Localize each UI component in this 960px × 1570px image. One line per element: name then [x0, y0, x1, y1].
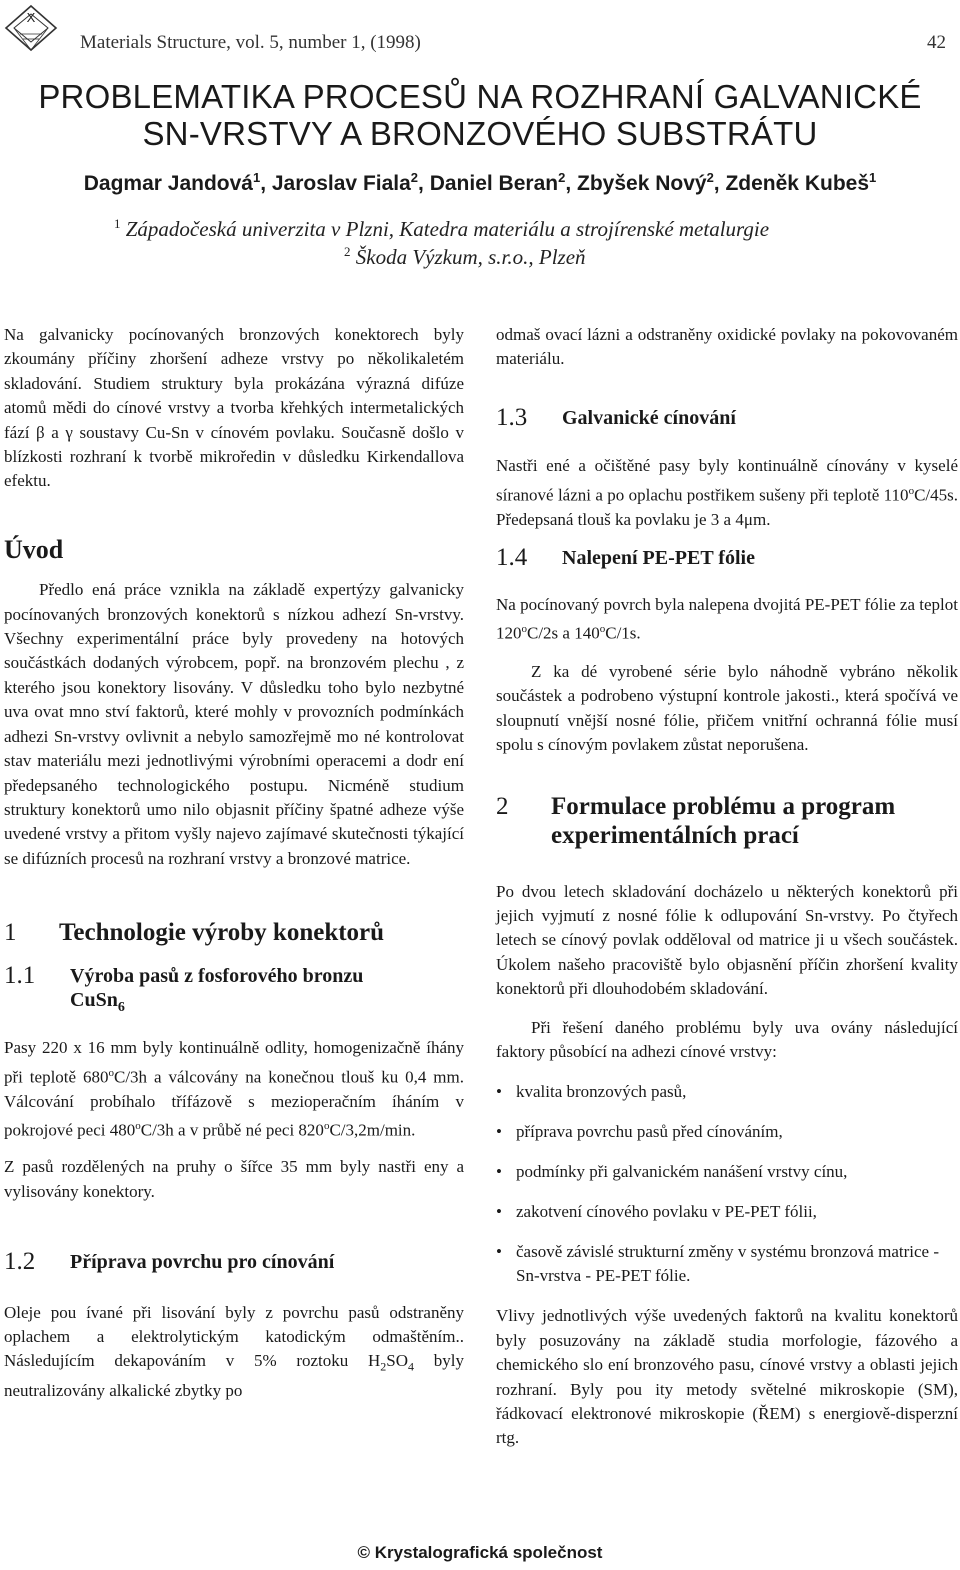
author-name: Daniel Beran [429, 172, 559, 195]
section-2-paragraph-3: Vlivy jednotlivých výše uvedených faktorů na kvalitu konektorů byly posuzovány na základě studia morfologie, fázového a chemického slo ení bronzového pasu, cínové vrstvy a oblasti jejich rozhraní. Byly pou ity metody světelné mikroskopie (SM), řádkovací elektronové mikroskopie (ŘEM) s energiově-disperzní rtg. [496, 1306, 958, 1448]
list-item: • časově závislé strukturní změny v systému bronzová matrice - Sn-vrstva - PE-PET fólie. [496, 1240, 958, 1288]
author-name: Zdeněk Kubeš [725, 172, 870, 195]
paper-title-line-2: SN-VRSTVY A BRONZOVÉHO SUBSTRÁTU [142, 115, 818, 152]
author-affiliation-mark: 2 [558, 170, 566, 185]
section-1-4-paragraph-1: Na pocínovaný povrch byla nalepena dvojitá PE-PET fólie za teplot 120$^o$C/2s a 140$^o$C/1s. [496, 594, 958, 643]
author-affiliation-mark: 2 [410, 170, 419, 185]
paper-title-line-1: PROBLEMATIKA PROCESŮ NA ROZHRANÍ GALVANICKÉ [38, 78, 922, 115]
page-number: 42 [927, 32, 946, 53]
section-2-heading: 2 Formulace problému a program experimentálních prací [496, 792, 896, 849]
author-name: Zbyšek Nový [577, 172, 707, 195]
author-affiliation-mark: 1 [252, 170, 261, 185]
section-1-1-heading: 1.1 Výroba pasů z fosforového bronzu CuSn$_6$ [4, 961, 364, 1015]
author-name: Dagmar Jandová [83, 172, 253, 195]
list-item: • příprava povrchu pasů před cínováním, [496, 1120, 958, 1144]
author-name: Jaroslav Fiala [271, 172, 411, 195]
intro-heading: Úvod [4, 534, 64, 564]
list-item: • podmínky při galvanickém nanášení vrstvy cínu, [496, 1160, 958, 1184]
right-column [496, 323, 958, 1451]
section-1-2-continuation: odmaš ovací lázni a odstraněny oxidické povlaky na pokovovaném materiálu. [496, 325, 958, 369]
section-2-paragraph-1: Po dvou letech skladování docházelo u některých konektorů při jejich vyjmutí z nosné fólie k odlupování Sn-vrstvy. Po čtyřech letech se cínový povlak odděloval od matrice ji u všech součástek. Úkolem našeho pracoviště bylo objasnění příčin zhoršení kvality konektorů při dlouhodobém skladování. [496, 881, 958, 999]
footer-copyright: © Krystalografická společnost [357, 1543, 603, 1562]
affiliation-1: $^1$ Západočeská univerzita v Plzni, Katedra materiálu a strojírenské metalurgie [114, 216, 770, 241]
abstract: Na galvanicky pocínovaných bronzových konektorech byly zkoumány příčiny zhoršení adheze vrstvy po několikaletém skladování. Studiem struktury byla prokázána výrazná difúze atomů mědi do cínové vrstvy a tvorba křehkých intermetalických fází β a γ soustavy Cu-Sn v cínovém povlaku. Současně došlo v blízkosti rozhraní k tvorbě mikroředin v důsledku Kirkendallova efektu. [4, 325, 464, 491]
author-affiliation-mark: 2 [706, 170, 714, 185]
journal-citation: Materials Structure, vol. 5, number 1, (1998) [80, 32, 421, 53]
intro-paragraph: Předlo ená práce vznikla na základě expertýzy galvanicky pocínovaných bronzových konektorů s nízkou adhezí Sn-vrstvy. Všechny experimentální práce byly provedeny na hotových součástkách dodaných výrobcem, popř. na bronzovém plechu , z kterého jsou konektory lisovány. V důsledku toho bylo nezbytné uva ovat mno ství faktorů, které mohly v provozních podmínkách adhezi Sn-vrstvy ovlivnit a nebylo samozřejmě mo né kontrolovat stav materiálu mezi jednotlivými výrobními operacemi a dodr ení předepsaného technologického postupu. Nicméně studium struktury konektorů umo nilo objasnit příčiny špatné adheze výše uvedené vrstvy a přitom vyšly najevo zajímavé skutečnosti týkající se difúzních procesů na rozhraní vrstvy a bronzové matrice. [4, 580, 464, 868]
section-1-1-paragraph-1: Pasy 220 x 16 mm byly kontinuálně odlity, homogenizačně íhány při teplotě 680$^o$C/3h a válcovány na konečnou tlouš ku 0,4 mm. Válcování probíhalo třífázově s mezioperačním íháním v pokrojové peci 480$^o$C/3h a v průbě né peci 820$^o$C/3,2m/min. [4, 1038, 464, 1140]
section-1-4-heading: 1.4 Nalepení PE-PET fólie [496, 544, 755, 572]
author-list: Dagmar Jandová$^1$, Jaroslav Fiala$^2$, Daniel Beran$^2$, Zbyšek Nový$^2$, Zdeněk Kubeš$^1$ [83, 170, 877, 195]
section-1-1-paragraph-2: Z pasů rozdělených na pruhy o šířce 35 mm byly nastři eny a vylisovány konektory. [4, 1157, 464, 1201]
section-2-paragraph-2: Při řešení daného problému byly uva ovány následující faktory působící na adhezi cínové vrstvy: [496, 1017, 958, 1062]
logo-text: X [26, 10, 36, 25]
section-1-2-heading: 1.2 Příprava povrchu pro cínování [4, 1248, 335, 1276]
factor-list [496, 1080, 958, 1288]
section-1-3-heading: 1.3 Galvanické cínování [496, 403, 736, 431]
author-affiliation-mark: 1 [869, 170, 877, 185]
affiliation-2: $^2$ Škoda Výzkum, s.r.o., Plzeň [344, 244, 586, 269]
list-item: • zakotvení cínového povlaku v PE-PET fólii, [496, 1200, 958, 1224]
list-item: • kvalita bronzových pasů, [496, 1080, 958, 1104]
society-logo-icon [4, 4, 58, 52]
section-1-3-paragraph: Nastři ené a očištěné pasy byly kontinuálně cínovány v kyselé síranové lázni a po oplachu postřikem sušeny při teplotě 110$^o$C/45s. Předepsaná tlouš ka povlaku je 3 a 4μm. [496, 456, 958, 529]
section-1-2-paragraph: Oleje pou ívané při lisování byly z povrchu pasů odstraněny oplachem a elektrolytickým katodickým odmaštěním.. Následujícím dekapováním v 5% roztoku $H_2SO_4$ byly neutralizovány alkalické zbytky po [4, 1302, 464, 1401]
left-column [4, 323, 464, 1404]
section-1-4-paragraph-2: Z ka dé vyrobené série bylo náhodně vybráno několik součástek a podrobeno výstupní kontrole jakosti., která spočívá ve sloupnutí vnější nosné fólie, přičem vnitřní ochranná fólie musí spolu s cínovým povlakem zůstat neporušena. [496, 661, 958, 755]
section-1-heading: 1 Technologie výroby konektorů [4, 919, 385, 947]
